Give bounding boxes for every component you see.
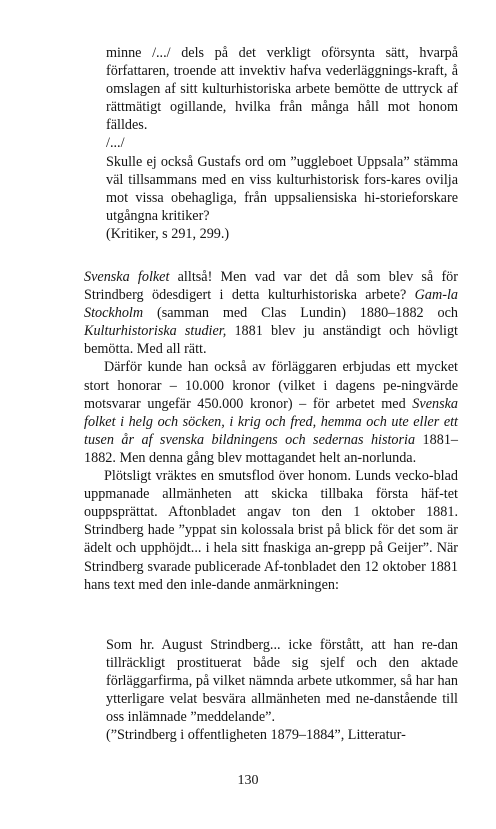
body-paragraph: Svenska folket alltså! Men vad var det då som blev så för Strindberg ödesdigert i detta kulturhistoriska arbete? Gam-la Stockholm (samman med Clas Lundin) 1880–1882 och Kulturhistoriska studier, 1881 blev ju anständigt och hövligt bemötta. Med all rätt. xyxy=(84,269,458,358)
quote-paragraph: minne /.../ dels på det verkligt oförsynta sätt, hvarpå författaren, troende att invektiv hafva vederläggnings-kraft, å omslagen af sitt kulturhistoriska arbete bemötte de uttryck af rättmätigt ogillande, hvilka från många håll mot honom fälldes. xyxy=(106,45,458,134)
book-title: Svenska folket i helg och söcken, i krig och fred, hemma och ute eller ett tusen år af svenska bildningens och sedernas historia xyxy=(84,395,458,448)
body-paragraph: Plötsligt vräktes en smutsflod över honom. Lunds vecko-blad uppmanade allmänheten att skicka tillbaka första häf-tet ouppsprättat. Aftonbladet angav ton den 1 oktober 1881. Strindberg hade ”yppat sin kolossala brist på blick för det som är ädelt och upphöjdt... i hela sitt fnaskiga an-grepp på Geijer”. När Strindberg svarade publicerade Af-tonbladet den 12 oktober 1881 hans text med den inle-dande anmärkningen: xyxy=(84,468,458,593)
quote-ellipsis: /.../ xyxy=(106,135,125,152)
body-paragraph: Därför kunde han också av förläggaren erbjudas ett mycket stort honorar – 10.000 kronor (vilket i dagens pe-ningvärde motsvarar ungefär 450.000 kronor) – för arbetet med Svenska folket i helg och söcken, i krig och fred, hemma och ute eller ett tusen år af svenska bildningens och sedernas historia 1881–1882. Men denna gång blev mottagandet helt an-norlunda. xyxy=(84,359,459,466)
body-text xyxy=(84,268,458,594)
book-title: Svenska folket xyxy=(84,269,170,285)
page-number: 130 xyxy=(237,773,259,788)
quote-paragraph: Skulle ej också Gustafs ord om ”uggleboet Uppsala” stämma väl tillsammans med en viss kulturhistorisk fors-kares ovilja mot vissa obehagliga, från uppsaliensiska hi-storieforskare utgångna kritiker? xyxy=(106,153,458,224)
book-title: Kulturhistoriska studier, xyxy=(84,323,227,340)
book-title: Gam-la Stockholm xyxy=(84,287,458,322)
quote-citation: (Kritiker, s 291, 299.) xyxy=(106,225,230,242)
block-quote-2 xyxy=(106,636,458,745)
block-quote-1 xyxy=(106,44,458,243)
quote-citation: (”Strindberg i offentligheten 1879–1884”, Litteratur- xyxy=(106,727,406,744)
quote-paragraph: Som hr. August Strindberg... icke förstått, att han re-dan tillräckligt prostituerat både sig sjelf och den aktade förläggarfirma, på vilket nämnda arbete utkommer, så har han ytterligare velat besvära allmänheten med ne-danstående till oss inlämnade ”meddelande”. xyxy=(106,637,458,726)
